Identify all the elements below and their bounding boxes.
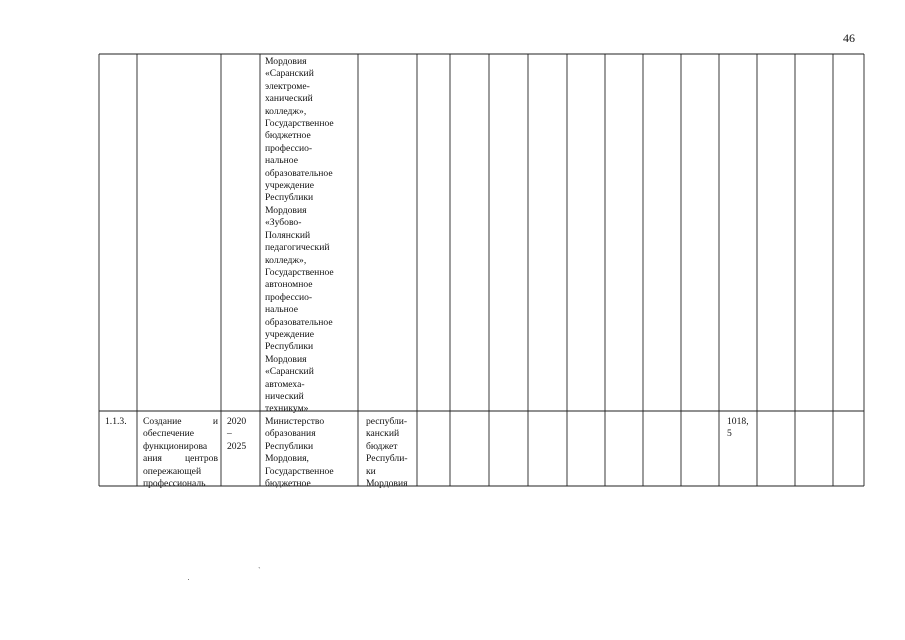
cell-word: функционирова [143,440,208,452]
cell-line: педагогический [265,242,330,254]
cell-line: бюджет [366,440,398,452]
cell-line: электроме- [265,80,310,92]
cell-line: «Зубово- [265,217,302,229]
stray-mark: ` [258,566,261,575]
cell-line: бюджетное [265,130,311,142]
cell-word: ания [143,453,162,465]
cell-line: автомеха- [265,378,305,390]
cell-line: Мордовия [265,353,307,365]
cell-word: Создание [143,416,182,427]
row-number-cell: 1.1.3. [105,416,127,427]
cell-word: центров [185,453,218,465]
cell-line: Мордовия [265,204,307,216]
cell-line [143,466,218,478]
cell-line: учреждение [265,180,314,192]
cell-line [143,478,218,490]
cell-line: колледж», [265,105,307,117]
cell-line: 5 [727,428,732,440]
cell-line: образования [265,428,316,440]
cell-line: колледж», [265,254,307,266]
cell-line [143,441,218,453]
cell-line: Государственное [265,266,334,278]
cell-line: автономное [265,279,313,291]
cell-line: ханический [265,93,313,105]
cell-line: 1018, [727,416,749,427]
cell-word: обеспечение [143,428,195,440]
cell-line: техникум» [265,403,309,415]
cell-line: Государственное [265,465,334,477]
cell-line: Мордовия, [265,453,309,465]
cell-line: Полянский [265,229,311,241]
cell-word: и [212,416,218,427]
cell-line: нический [265,390,304,402]
cell-word: профессиональ [143,478,206,490]
funding-source-cell [366,416,408,490]
cell-line: ки [366,465,376,477]
cell-line: «Саранский [265,68,314,80]
cell-line: 2025 [227,440,247,452]
stray-dot [188,579,189,580]
cell-line: образовательное [265,167,333,179]
cell-line: нальное [265,304,298,316]
cell-line: – [227,428,232,440]
cell-line: Министерство [265,416,325,427]
cell-line: Республики [265,192,314,204]
cell-line: образовательное [265,316,333,328]
cell-line: канский [366,428,400,440]
cell-line: Государственное [265,118,334,130]
cell-line [143,428,218,440]
page-number: 46 [843,31,855,45]
cell-word: опережающей [143,465,202,477]
cell-line: «Саранский [265,366,314,378]
period-cell [227,416,246,453]
cell-line [143,416,218,428]
cell-line: Республики [265,341,314,353]
cell-line: нальное [265,155,298,167]
cell-line: Республи- [366,453,408,465]
cell-line: учреждение [265,328,314,340]
cell-line: республи- [366,416,408,427]
cell-line: Республики [265,440,314,452]
funding-value-cell [727,416,749,441]
cell-line: бюджетное [265,478,311,490]
continuation-executor-cell [265,56,334,416]
cell-line: профессио- [265,142,313,154]
cell-line: Мордовия [265,56,307,67]
cell-line: профессио- [265,291,313,303]
cell-line: Мордовия [366,478,408,490]
cell-line [143,453,218,465]
measure-name-cell [143,416,218,490]
cell-line: 2020 [227,416,247,427]
executor-cell [265,416,334,490]
